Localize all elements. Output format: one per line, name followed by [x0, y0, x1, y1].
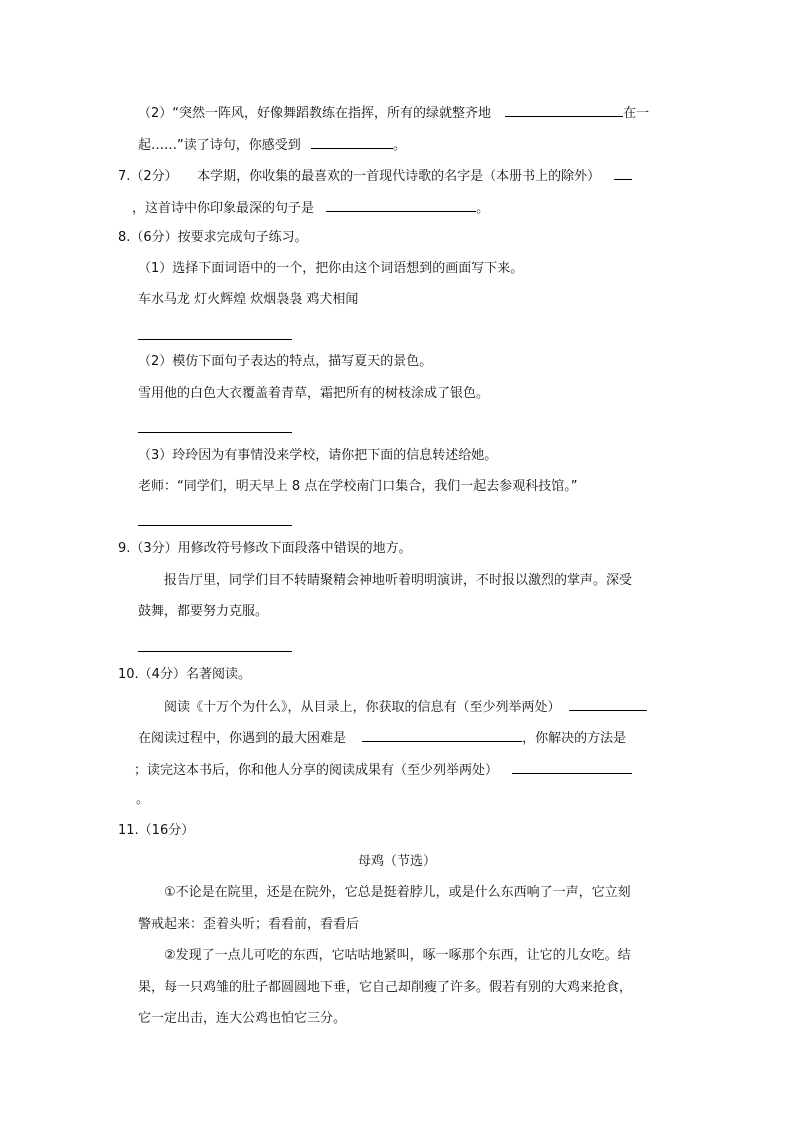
q10-line3 [134, 761, 632, 779]
q10-prompt-2: 在阅读过程中，你遇到的最大困难是 [138, 731, 347, 746]
q7-line2 [132, 199, 489, 217]
q10-prompt-1: 阅读《十万个为什么》，从目录上，你获取的信息有（至少列举两处） [164, 700, 561, 715]
q9-answer-line[interactable] [138, 651, 292, 652]
q6-text-cont: 在一 [623, 106, 650, 121]
q10-answer-blank-3[interactable] [512, 761, 632, 774]
q9-title: 9.（3分）用修改符号修改下面段落中错误的地方。 [118, 541, 412, 556]
q6-part2-line1 [138, 104, 649, 122]
q10-answer-blank-1[interactable] [569, 698, 647, 711]
q7-end: 。 [476, 201, 490, 216]
q6-text: （2）“突然一阵风，好像舞蹈教练在指挥，所有的绿就整齐地 [138, 106, 492, 121]
q7-prompt-2: ，这首诗中你印象最深的句子是 [132, 201, 315, 216]
q8-part2-answer-line[interactable] [138, 432, 292, 433]
q8-part1-words: 车水马龙 灯火辉煌 炊烟袅袅 鸡犬相闻 [138, 292, 359, 307]
q6-text-end: 。 [392, 138, 406, 153]
q9-paragraph-line1: 报告厅里，同学们目不转睛聚精会神地听着明明演讲，不时报以激烈的掌声。深受 [164, 573, 633, 588]
q10-prompt-3: ；读完这本书后，你和他人分享的阅读成果有（至少列举两处） [134, 763, 499, 778]
passage-p2-line3: 它一定出击，连大公鸡也怕它三分。 [138, 1011, 347, 1026]
passage-p1-line2: 警戒起来：歪着头听；看看前，看看后 [138, 917, 360, 932]
q7-answer-blank-2[interactable] [326, 199, 476, 212]
q8-title: 8.（6分）按要求完成句子练习。 [118, 230, 308, 245]
q8-part3-quote: 老师：“同学们，明天早上 8 点在学校南门口集合，我们一起去参观科技馆。” [138, 479, 578, 494]
q10-line4: 。 [136, 792, 150, 807]
q7-prompt: 7.（2分） 本学期，你收集的最喜欢的一首现代诗歌的名字是（本册书上的除外） [118, 169, 601, 184]
q10-prompt-2b: ，你解决的方法是 [522, 731, 627, 746]
q8-part2-prompt: （2）模仿下面句子表达的特点，描写夏天的景色。 [138, 354, 433, 369]
q8-part2-example: 雪用他的白色大衣覆盖着青草，霜把所有的树枝涂成了银色。 [138, 386, 490, 401]
q6-part2-line2 [138, 136, 406, 154]
passage-title: 母鸡（节选） [357, 854, 436, 869]
passage-p2-line1: ②发现了一点儿可吃的东西，它咕咕地紧叫，啄一啄那个东西，让它的儿女吃。结 [164, 948, 631, 963]
q7-line1 [118, 167, 632, 185]
q10-line2 [138, 729, 626, 747]
q10-answer-blank-2[interactable] [362, 729, 522, 742]
q8-part3-answer-line[interactable] [138, 525, 292, 526]
q9-paragraph-line2: 鼓舞，都要努力克服。 [138, 604, 269, 619]
q7-answer-blank-1[interactable] [614, 167, 632, 180]
q11-title: 11.（16分） [118, 823, 195, 838]
q8-part1-prompt: （1）选择下面词语中的一个，把你由这个词语想到的画面写下来。 [138, 261, 524, 276]
passage-p1-line1: ①不论是在院里，还是在院外，它总是挺着脖儿，或是什么东西响了一声，它立刻 [164, 885, 631, 900]
q10-title: 10.（4分）名著阅读。 [118, 667, 251, 682]
q8-part3-prompt: （3）玲玲因为有事情没来学校，请你把下面的信息转述给她。 [138, 448, 498, 463]
q10-line1 [164, 698, 647, 716]
q6-text-2: 起……”读了诗句，你感受到 [138, 138, 301, 153]
q8-part1-answer-line[interactable] [138, 339, 292, 340]
q6-answer-blank-2[interactable] [311, 136, 393, 149]
q6-answer-blank-1[interactable] [505, 104, 623, 117]
passage-p2-line2: 果，每一只鸡雏的肚子都圆圆地下垂，它自己却削瘦了许多。假若有别的大鸡来抢食， [138, 980, 633, 995]
